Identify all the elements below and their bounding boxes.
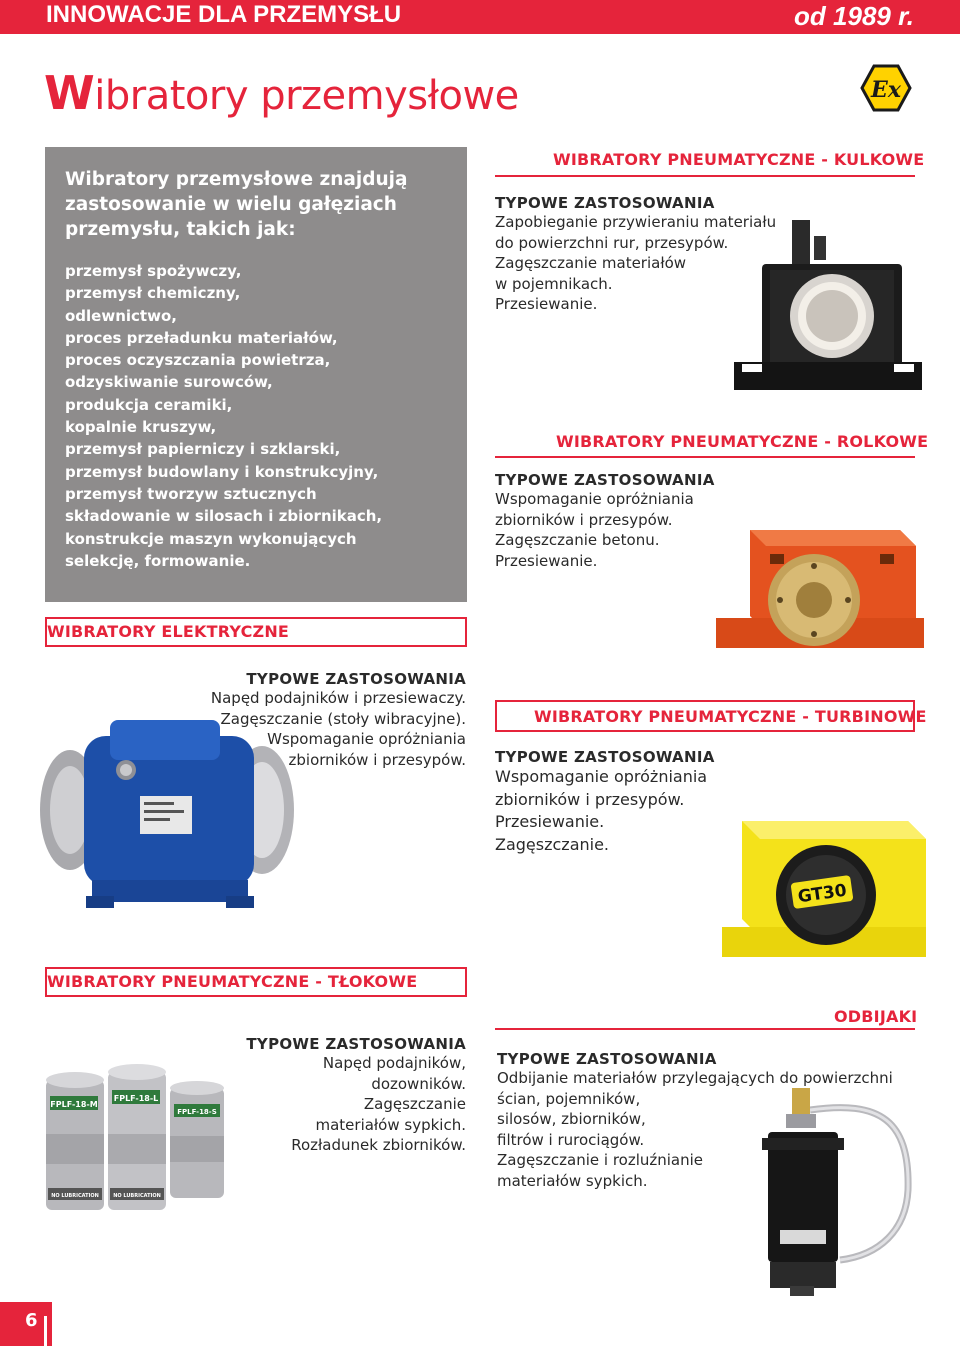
section-rolkowe-text [495, 471, 715, 571]
piston-vibrators-image [40, 1060, 230, 1220]
use-line: do powierzchni rur, przesypów. [495, 233, 729, 252]
page-title-initial: W [44, 66, 95, 120]
list-item: przemysł chemiczny, [65, 284, 241, 303]
header-since: od 1989 r. [794, 1, 914, 31]
piston-label: FPLF-18-L [113, 1094, 159, 1103]
use-line: Napęd podajników, [322, 1054, 466, 1072]
list-item: przemysł budowlany i konstrukcyjny, [65, 462, 379, 481]
roller-vibrator-image [710, 500, 930, 665]
typical-uses-heading: TYPOWE ZASTOSOWANIA [495, 748, 715, 766]
list-item: proces przeładunku materiałów, [65, 328, 338, 347]
use-line: materiałów sypkich. [315, 1115, 466, 1134]
list-item: selekcję, formowanie. [65, 551, 251, 570]
use-line: Wspomaganie opróżniania [267, 730, 466, 748]
section-title-rolkowe: WIBRATORY PNEUMATYCZNE - ROLKOWE [556, 432, 929, 451]
use-line: Zagęszczanie betonu. [495, 531, 660, 549]
section-underline [495, 175, 915, 177]
use-line: Zagęszczanie i rozluźnianie [497, 1151, 704, 1169]
use-line: Wspomaganie opróżniania [495, 767, 708, 786]
list-item: przemysł papierniczy i szklarski, [65, 440, 341, 459]
section-title-odbijaki: ODBIJAKI [834, 1007, 918, 1026]
ex-certification-logo [860, 64, 912, 112]
typical-uses-heading: TYPOWE ZASTOSOWANIA [246, 670, 466, 688]
piston-label: FPLF-18-S [177, 1108, 217, 1116]
use-line: Rozładunek zbiorników. [291, 1136, 466, 1154]
use-line: w pojemnikach. [495, 274, 613, 293]
section-title-elektryczne: WIBRATORY ELEKTRYCZNE [47, 622, 290, 641]
use-line: Wspomaganie opróżniania [495, 490, 694, 508]
intro-text: Wibratory przemysłowe znajdują zastosowanie w wielu gałęziach przemysłu, takich jak: [65, 169, 408, 240]
section-tlokowe-text [200, 1035, 466, 1156]
typical-uses-heading: TYPOWE ZASTOSOWANIA [246, 1035, 466, 1053]
use-line: materiałów sypkich. [497, 1171, 648, 1190]
intro-box [45, 147, 467, 602]
list-item: odlewnictwo, [65, 306, 177, 325]
list-item: proces oczyszczania powietrza, [65, 351, 331, 370]
list-item: przemysł tworzyw sztucznych [65, 484, 317, 503]
page-number: 6 [25, 1310, 38, 1331]
use-line: ścian, pojemników, [497, 1089, 641, 1108]
ball-vibrator-image [730, 214, 930, 394]
section-title-tlokowe: WIBRATORY PNEUMATYCZNE - TŁOKOWE [47, 972, 418, 991]
no-lubrication-label: NO LUBRICATION [51, 1193, 99, 1199]
turbine-vibrator-image [720, 815, 930, 965]
section-turbinowe-text [495, 748, 715, 856]
piston-label: FPLF-18-M [50, 1100, 98, 1109]
use-line: Zagęszczanie. [495, 834, 610, 854]
section-title-turbinowe: WIBRATORY PNEUMATYCZNE - TURBINOWE [534, 707, 927, 726]
section-title-kulkowe: WIBRATORY PNEUMATYCZNE - KULKOWE [553, 150, 925, 169]
piston-vibrator [170, 1081, 224, 1198]
list-item: odzyskiwanie surowców, [65, 373, 273, 392]
section-underline [495, 456, 915, 458]
typical-uses-heading: TYPOWE ZASTOSOWANIA [495, 471, 715, 489]
use-line: Zapobieganie przywieraniu materiału [495, 213, 777, 231]
piston-vibrator [46, 1072, 104, 1210]
page-number-divider [44, 1316, 47, 1346]
industry-list [65, 260, 447, 572]
use-line: Zagęszczanie (stoły wibracyjne). [220, 709, 466, 728]
page-number-tab [0, 1302, 52, 1346]
use-line: zbiorników i przesypów. [288, 750, 466, 769]
knocker-image [740, 1080, 930, 1300]
header-tagline: INNOWACJE DLA PRZEMYSŁU [46, 1, 402, 28]
use-line: Zagęszczanie materiałów [495, 254, 687, 272]
list-item: przemysł spożywczy, [65, 262, 242, 280]
list-item: produkcja ceramiki, [65, 395, 233, 414]
use-line: Zagęszczanie [363, 1095, 466, 1113]
use-line: Przesiewanie. [495, 812, 605, 831]
header-bar [0, 0, 960, 34]
use-line: Odbijanie materiałów przylegających do powierzchni [497, 1069, 893, 1087]
ex-logo-text: Ex [871, 77, 901, 103]
list-item: składowanie w silosach i zbiornikach, [65, 507, 383, 526]
typical-uses-heading: TYPOWE ZASTOSOWANIA [495, 194, 715, 212]
use-line: silosów, zbiorników, [497, 1110, 646, 1128]
page-title-rest: ibratory przemysłowe [94, 73, 519, 119]
use-line: Przesiewanie. [495, 295, 598, 313]
use-line: zbiorników i przesypów. [495, 789, 685, 809]
electric-vibrator-image [30, 700, 300, 915]
list-item: konstrukcje maszyn wykonujących [65, 529, 357, 548]
turbine-model-label: GT30 [796, 880, 848, 908]
use-line: dozowników. [371, 1074, 466, 1093]
use-line: Przesiewanie. [495, 551, 598, 570]
use-line: Napęd podajników i przesiewaczy. [210, 689, 466, 707]
no-lubrication-label: NO LUBRICATION [113, 1193, 161, 1199]
use-line: zbiorników i przesypów. [495, 510, 673, 529]
page-title [44, 66, 519, 120]
typical-uses-heading: TYPOWE ZASTOSOWANIA [497, 1050, 717, 1068]
piston-vibrator [108, 1064, 166, 1210]
use-line: filtrów i rurociągów. [497, 1130, 645, 1149]
list-item: kopalnie kruszyw, [65, 418, 217, 437]
